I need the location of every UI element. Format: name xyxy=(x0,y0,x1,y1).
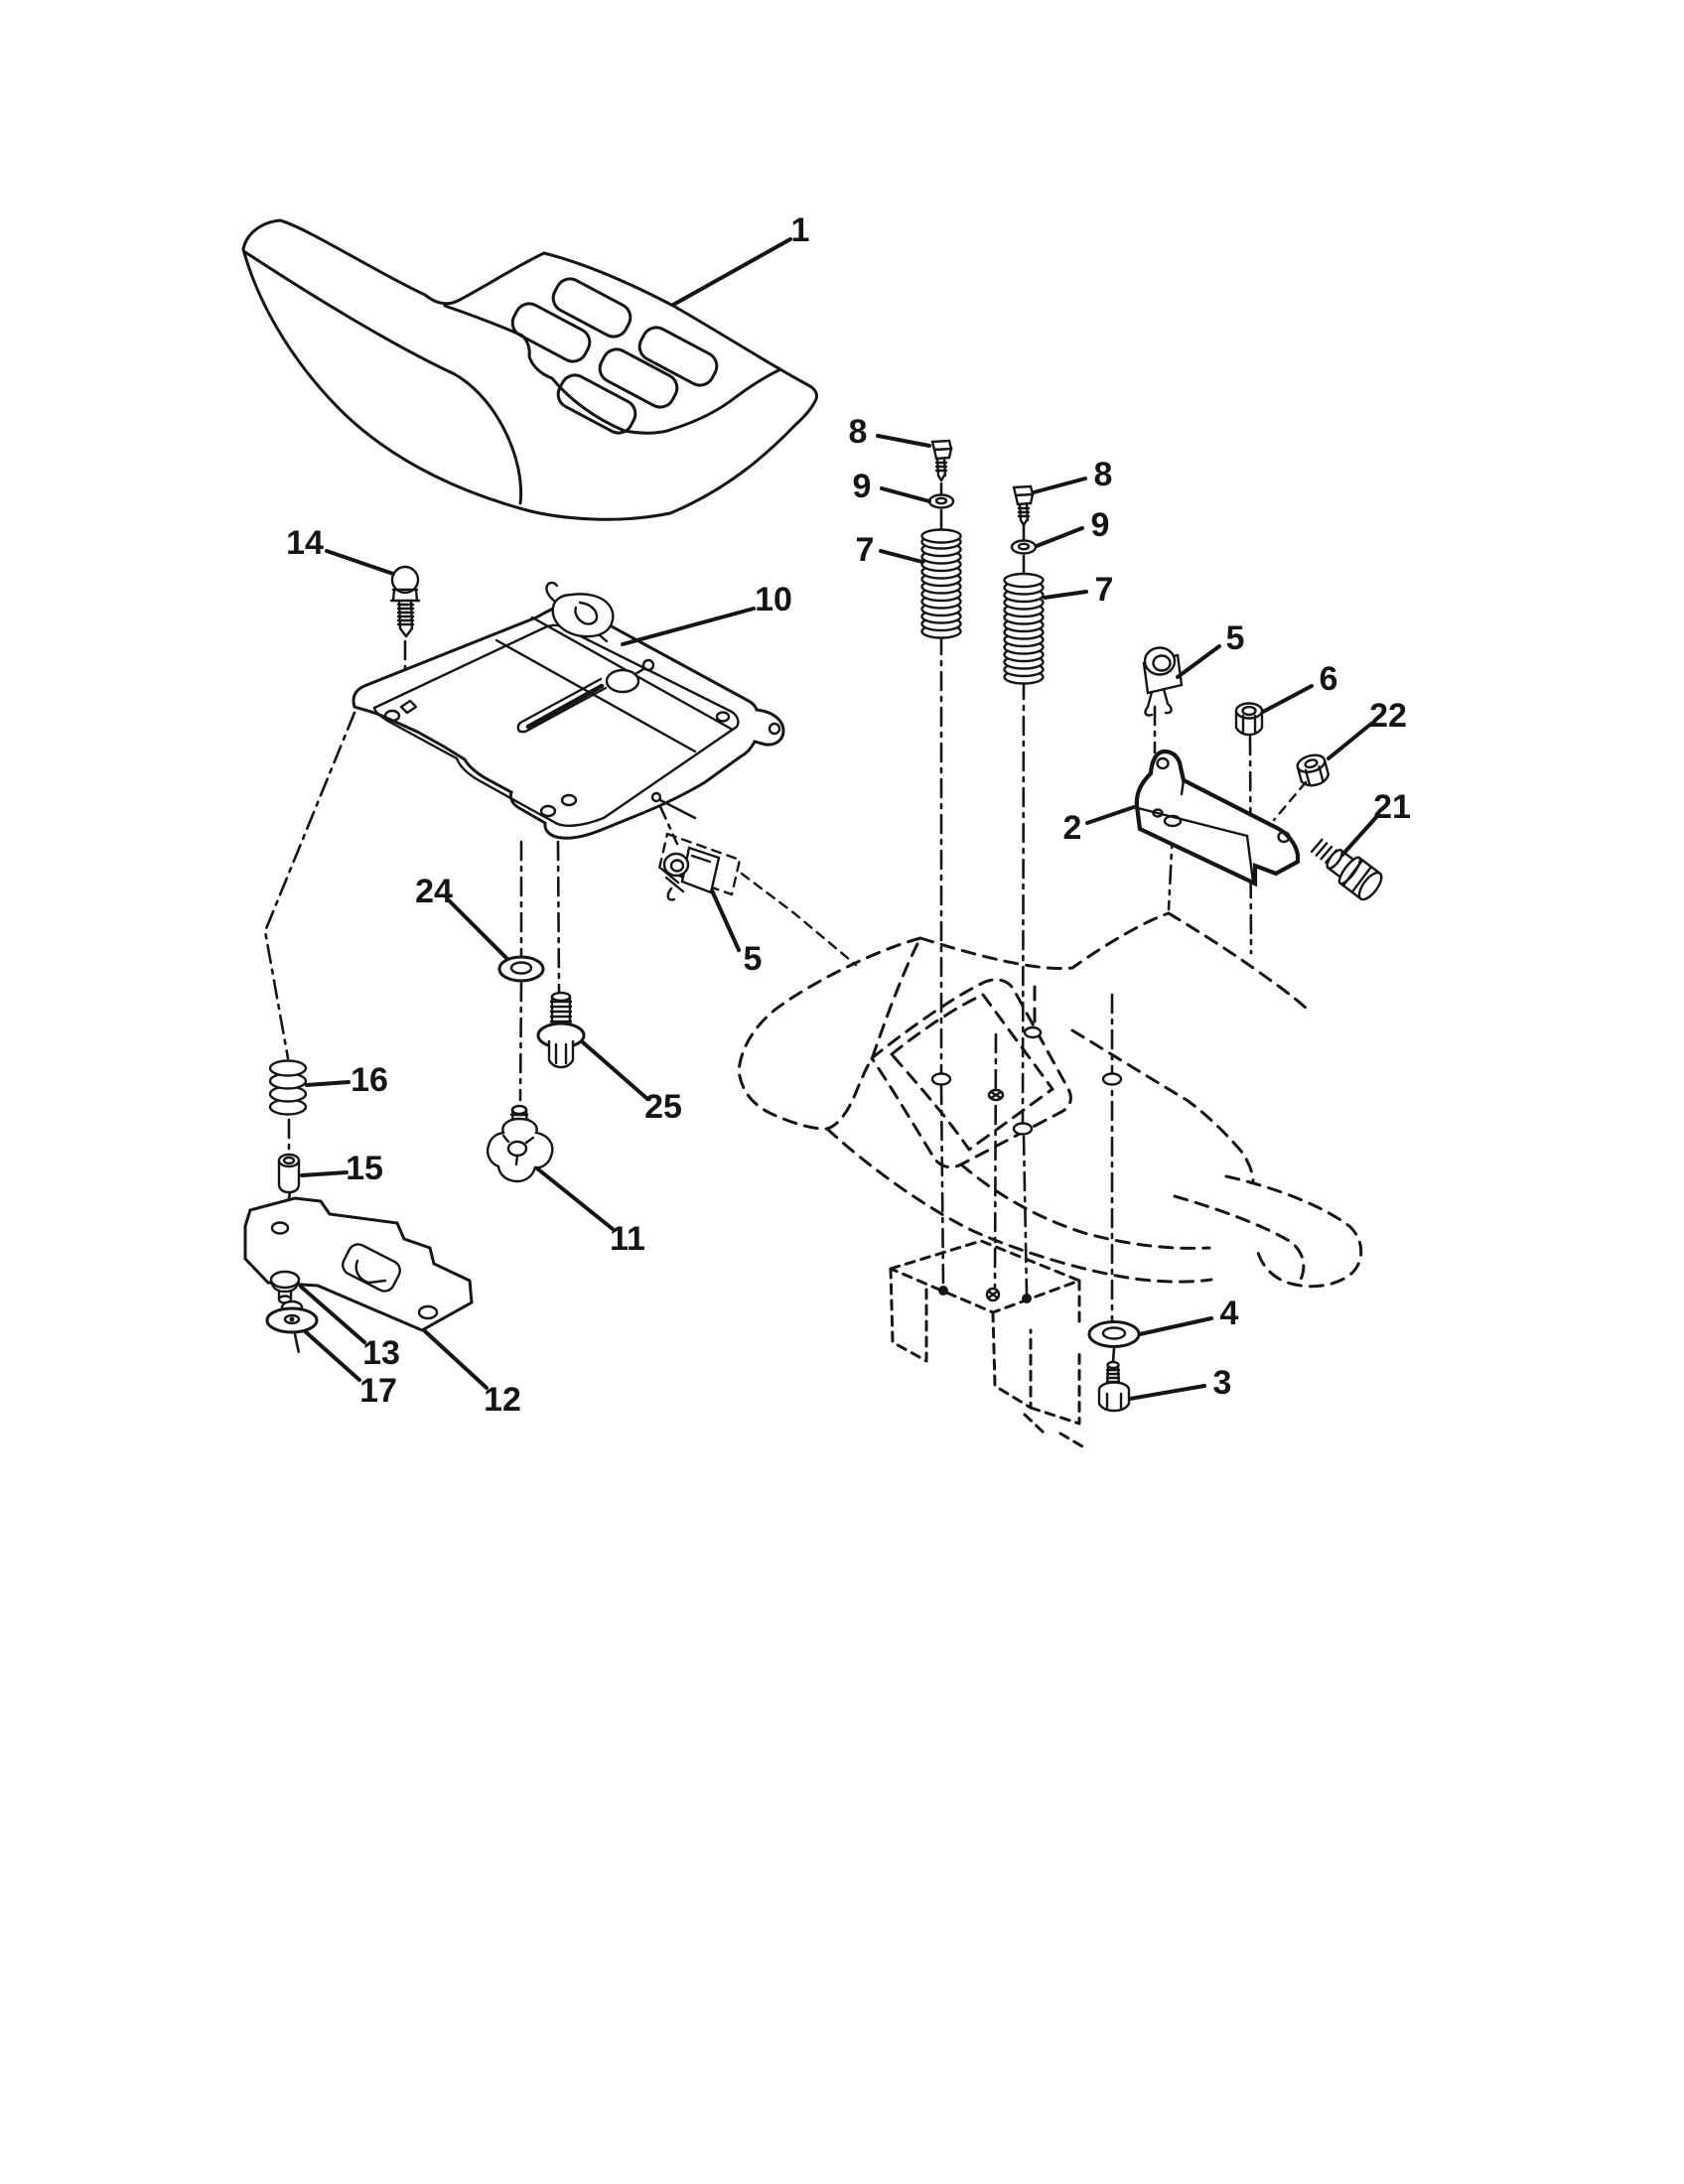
washer-24 xyxy=(499,957,543,981)
callout-seat: 1 xyxy=(790,211,810,249)
shoulder-bolt-14 xyxy=(391,567,419,636)
bushing-15 xyxy=(279,1155,299,1192)
bolt-8-right xyxy=(1014,486,1033,525)
callout-washer-4: 4 xyxy=(1219,1295,1239,1332)
callout-washer-9-left: 9 xyxy=(852,468,872,505)
callout-bracket-12: 12 xyxy=(484,1381,521,1419)
callout-seat-pan: 10 xyxy=(755,581,792,618)
bolt-3 xyxy=(1099,1362,1129,1411)
seat-pan xyxy=(353,583,783,838)
washer-4 xyxy=(1089,1322,1139,1347)
latch-clip-5-upper xyxy=(1144,648,1182,716)
callout-clip-5-upper: 5 xyxy=(1225,619,1245,657)
callout-bolt-8-left: 8 xyxy=(848,413,868,451)
callout-spring-7-left: 7 xyxy=(855,531,875,569)
callout-spring-16: 16 xyxy=(351,1061,388,1099)
nut-22-axis-dash xyxy=(1274,782,1306,820)
shoulder-bolt-25 xyxy=(538,993,584,1067)
seat xyxy=(243,220,817,519)
lock-nut-22 xyxy=(1296,752,1331,788)
callout-bolt-8-right: 8 xyxy=(1093,456,1113,493)
callout-bolt-3: 3 xyxy=(1212,1364,1232,1402)
wing-knob-11 xyxy=(488,1106,552,1181)
callout-knob-11: 11 xyxy=(610,1220,645,1258)
spring-16 xyxy=(270,1061,306,1115)
callout-nut-17: 17 xyxy=(359,1372,397,1410)
callout-clip-5-lower: 5 xyxy=(743,940,763,978)
callout-bolt-14: 14 xyxy=(286,524,324,562)
fender-phantom-outline xyxy=(739,913,1361,1287)
washer-9-right xyxy=(1012,541,1036,554)
flange-nut-17 xyxy=(267,1301,317,1332)
callout-nut-22: 22 xyxy=(1369,697,1407,735)
spring-7-right xyxy=(1005,574,1044,684)
callout-washer-24: 24 xyxy=(415,873,453,910)
bolt-8-left xyxy=(932,441,951,480)
callout-bolt-21: 21 xyxy=(1373,788,1411,826)
callout-screw-13: 13 xyxy=(362,1334,400,1372)
callout-washer-9-right: 9 xyxy=(1090,506,1110,544)
shoulder-bolt-21 xyxy=(1307,833,1385,903)
support-bracket-phantom xyxy=(891,1241,1082,1446)
lock-nut-6 xyxy=(1236,704,1262,736)
callout-nut-6: 6 xyxy=(1319,660,1338,698)
switch-bracket-2 xyxy=(1137,751,1298,884)
callout-bushing-15: 15 xyxy=(346,1150,383,1187)
callout-bracket-2: 2 xyxy=(1062,809,1082,847)
screw-13 xyxy=(271,1272,299,1303)
callout-spring-7-right: 7 xyxy=(1094,571,1114,609)
washer-9-left xyxy=(929,495,953,508)
callout-bolt-25: 25 xyxy=(644,1088,682,1126)
spring-7-left xyxy=(922,530,961,638)
